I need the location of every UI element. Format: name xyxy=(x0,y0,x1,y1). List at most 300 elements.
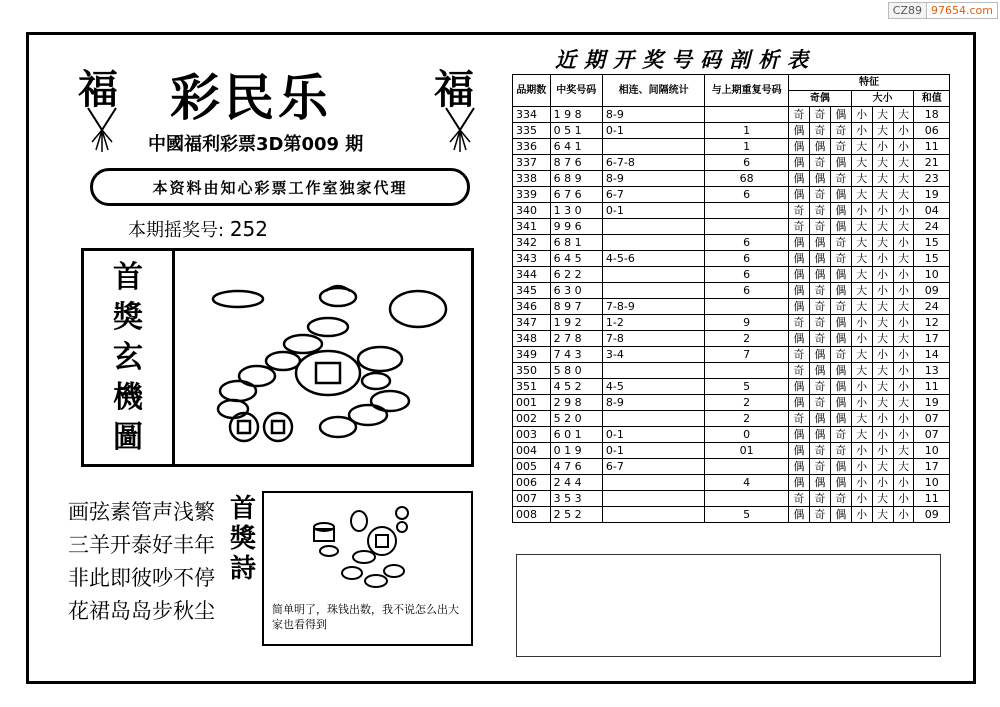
feature-cell: 大 xyxy=(893,443,914,459)
feature-cell: 小 xyxy=(851,379,872,395)
agent-text: 本资料由知心彩票工作室独家代理 xyxy=(152,178,408,197)
feature-cell: 偶 xyxy=(830,395,851,411)
table-row xyxy=(513,443,950,459)
feature-cell: 奇 xyxy=(830,251,851,267)
feature-cell: 大 xyxy=(893,219,914,235)
consecutive-cell: 7-8-9 xyxy=(602,299,704,315)
feature-cell: 偶 xyxy=(788,507,809,523)
feature-cell: 奇 xyxy=(830,443,851,459)
feature-cell: 大 xyxy=(893,331,914,347)
feature-cell: 大 xyxy=(893,171,914,187)
period-cell: 348 xyxy=(513,331,551,347)
bead-shape xyxy=(397,522,407,532)
table-row xyxy=(513,459,950,475)
table-row xyxy=(513,139,950,155)
table-row xyxy=(513,395,950,411)
feature-cell: 大 xyxy=(851,139,872,155)
bead-shape xyxy=(308,318,348,336)
feature-cell: 偶 xyxy=(788,187,809,203)
watermark-code: CZ89 xyxy=(892,4,923,17)
feature-cell: 小 xyxy=(851,507,872,523)
feature-cell: 小 xyxy=(872,443,893,459)
feature-cell: 小 xyxy=(893,427,914,443)
winning-number-cell: 1 9 2 xyxy=(550,315,602,331)
winning-number-cell: 2 4 4 xyxy=(550,475,602,491)
feature-cell: 偶 xyxy=(788,475,809,491)
feature-cell: 偶 xyxy=(809,251,830,267)
sum-cell: 19 xyxy=(914,395,950,411)
winning-number-cell: 5 2 0 xyxy=(550,411,602,427)
sum-cell: 24 xyxy=(914,219,950,235)
fu-left-char: 福 xyxy=(78,66,118,113)
feature-cell: 大 xyxy=(872,155,893,171)
agent-banner xyxy=(90,168,470,206)
feature-cell: 偶 xyxy=(788,459,809,475)
clue-picture-panel xyxy=(81,248,474,467)
period-cell: 006 xyxy=(513,475,551,491)
sum-cell: 18 xyxy=(914,107,950,123)
feature-cell: 小 xyxy=(893,315,914,331)
consecutive-cell xyxy=(602,363,704,379)
feature-cell: 奇 xyxy=(788,347,809,363)
clue-label xyxy=(84,251,175,464)
feature-cell: 小 xyxy=(851,475,872,491)
consecutive-cell xyxy=(602,507,704,523)
poem-picture-panel xyxy=(262,491,473,646)
winning-number-cell: 6 4 1 xyxy=(550,139,602,155)
bead-shape xyxy=(351,511,367,531)
bead-shape xyxy=(384,565,404,577)
feature-cell: 奇 xyxy=(809,187,830,203)
feature-cell: 小 xyxy=(893,491,914,507)
feature-cell: 奇 xyxy=(788,363,809,379)
feature-cell: 偶 xyxy=(830,363,851,379)
table-row xyxy=(513,491,950,507)
feature-cell: 大 xyxy=(893,155,914,171)
feature-cell: 小 xyxy=(851,123,872,139)
repeat-cell: 6 xyxy=(705,251,789,267)
feature-cell: 偶 xyxy=(830,411,851,427)
consecutive-cell xyxy=(602,267,704,283)
poem-title xyxy=(230,494,256,584)
feature-cell: 奇 xyxy=(809,443,830,459)
feature-cell: 偶 xyxy=(788,283,809,299)
table-row xyxy=(513,347,950,363)
winning-number-cell: 6 7 6 xyxy=(550,187,602,203)
feature-cell: 大 xyxy=(851,427,872,443)
bead-shape xyxy=(320,417,356,437)
feature-cell: 小 xyxy=(872,203,893,219)
feature-cell: 大 xyxy=(872,331,893,347)
repeat-cell: 5 xyxy=(705,507,789,523)
sum-cell: 07 xyxy=(914,411,950,427)
feature-cell: 大 xyxy=(872,235,893,251)
sum-cell: 21 xyxy=(914,155,950,171)
draw-label: 本期摇奖号: xyxy=(128,220,225,241)
feature-cell: 奇 xyxy=(809,123,830,139)
sum-cell: 11 xyxy=(914,491,950,507)
table-row xyxy=(513,171,950,187)
period-cell: 342 xyxy=(513,235,551,251)
feature-cell: 偶 xyxy=(830,379,851,395)
feature-cell: 小 xyxy=(893,139,914,155)
feature-cell: 奇 xyxy=(788,219,809,235)
feature-cell: 偶 xyxy=(809,475,830,491)
poem-line: 画弦素管声浅繁 xyxy=(68,500,215,524)
draw-stats-table xyxy=(512,74,950,523)
winning-number-cell: 8 7 6 xyxy=(550,155,602,171)
repeat-cell: 2 xyxy=(705,395,789,411)
feature-cell: 偶 xyxy=(788,379,809,395)
repeat-cell: 6 xyxy=(705,235,789,251)
col-header-sum: 和值 xyxy=(914,91,950,107)
period-cell: 003 xyxy=(513,427,551,443)
consecutive-cell: 3-4 xyxy=(602,347,704,363)
feature-cell: 偶 xyxy=(809,171,830,187)
table-row xyxy=(513,315,950,331)
feature-cell: 奇 xyxy=(830,491,851,507)
feature-cell: 偶 xyxy=(788,123,809,139)
feature-cell: 小 xyxy=(872,139,893,155)
repeat-cell: 4 xyxy=(705,475,789,491)
feature-cell: 偶 xyxy=(788,427,809,443)
winning-number-cell: 8 9 7 xyxy=(550,299,602,315)
feature-cell: 偶 xyxy=(788,235,809,251)
feature-cell: 大 xyxy=(893,459,914,475)
table-row xyxy=(513,411,950,427)
feature-cell: 大 xyxy=(851,235,872,251)
draw-number: 252 xyxy=(229,217,268,241)
feature-cell: 奇 xyxy=(809,459,830,475)
feature-cell: 奇 xyxy=(809,219,830,235)
feature-cell: 小 xyxy=(893,267,914,283)
period-cell: 344 xyxy=(513,267,551,283)
poem-title-char: 詩 xyxy=(230,554,257,584)
feature-cell: 小 xyxy=(893,203,914,219)
feature-cell: 偶 xyxy=(788,395,809,411)
consecutive-cell: 0-1 xyxy=(602,123,704,139)
feature-cell: 奇 xyxy=(809,107,830,123)
sum-cell: 09 xyxy=(914,283,950,299)
feature-cell: 偶 xyxy=(830,283,851,299)
feature-cell: 大 xyxy=(872,107,893,123)
repeat-cell xyxy=(705,107,789,123)
feature-cell: 大 xyxy=(872,459,893,475)
feature-cell: 奇 xyxy=(830,123,851,139)
bead-shape xyxy=(320,546,338,556)
consecutive-cell xyxy=(602,139,704,155)
winning-number-cell: 7 4 3 xyxy=(550,347,602,363)
table-row xyxy=(513,219,950,235)
winning-number-cell: 6 0 1 xyxy=(550,427,602,443)
feature-cell: 小 xyxy=(851,203,872,219)
bead-shape xyxy=(239,366,275,386)
sum-cell: 07 xyxy=(914,427,950,443)
bead-shape xyxy=(365,575,387,587)
period-cell: 337 xyxy=(513,155,551,171)
period-cell: 351 xyxy=(513,379,551,395)
feature-cell: 偶 xyxy=(809,139,830,155)
consecutive-cell: 0-1 xyxy=(602,203,704,219)
feature-cell: 大 xyxy=(851,171,872,187)
feature-cell: 奇 xyxy=(809,315,830,331)
repeat-cell xyxy=(705,219,789,235)
coin-shape xyxy=(296,351,360,395)
period-cell: 008 xyxy=(513,507,551,523)
feature-cell: 奇 xyxy=(830,427,851,443)
table-row xyxy=(513,427,950,443)
sum-cell: 17 xyxy=(914,459,950,475)
feature-cell: 小 xyxy=(872,251,893,267)
feature-cell: 大 xyxy=(872,507,893,523)
consecutive-cell: 8-9 xyxy=(602,171,704,187)
table-row xyxy=(513,251,950,267)
feature-cell: 偶 xyxy=(809,411,830,427)
feature-cell: 大 xyxy=(872,379,893,395)
feature-cell: 大 xyxy=(893,187,914,203)
feature-cell: 小 xyxy=(872,427,893,443)
feature-cell: 大 xyxy=(872,219,893,235)
feature-cell: 奇 xyxy=(809,379,830,395)
feature-cell: 小 xyxy=(851,107,872,123)
clue-label-char: 機 xyxy=(113,379,143,415)
stats-table-title: 近期开奖号码剖析表 xyxy=(555,48,816,72)
feature-cell: 奇 xyxy=(788,491,809,507)
feature-cell: 偶 xyxy=(788,139,809,155)
clue-drawing xyxy=(178,251,468,464)
clue-label-char: 圖 xyxy=(113,419,143,455)
feature-cell: 奇 xyxy=(830,139,851,155)
repeat-cell: 0 xyxy=(705,427,789,443)
winning-number-cell: 6 3 0 xyxy=(550,283,602,299)
consecutive-cell: 7-8 xyxy=(602,331,704,347)
poem-line: 非此即彼吵不停 xyxy=(68,566,215,590)
consecutive-cell: 6-7 xyxy=(602,459,704,475)
feature-cell: 小 xyxy=(893,123,914,139)
repeat-cell: 5 xyxy=(705,379,789,395)
feature-cell: 小 xyxy=(851,395,872,411)
feature-cell: 奇 xyxy=(788,203,809,219)
col-header-period: 品期数 xyxy=(513,75,551,107)
feature-cell: 奇 xyxy=(809,299,830,315)
table-row xyxy=(513,363,950,379)
coin-shape xyxy=(264,413,292,441)
consecutive-cell: 6-7 xyxy=(602,187,704,203)
table-row xyxy=(513,299,950,315)
feature-cell: 小 xyxy=(851,315,872,331)
repeat-cell: 6 xyxy=(705,283,789,299)
coin-square-hole xyxy=(272,421,284,433)
period-cell: 343 xyxy=(513,251,551,267)
feature-cell: 大 xyxy=(851,187,872,203)
feature-cell: 大 xyxy=(851,363,872,379)
bead-shape xyxy=(396,507,408,519)
repeat-cell: 01 xyxy=(705,443,789,459)
consecutive-cell xyxy=(602,491,704,507)
period-cell: 001 xyxy=(513,395,551,411)
consecutive-cell xyxy=(602,219,704,235)
period-cell: 340 xyxy=(513,203,551,219)
consecutive-cell: 0-1 xyxy=(602,427,704,443)
clue-label-char: 首 xyxy=(113,259,143,295)
winning-number-cell: 6 8 9 xyxy=(550,171,602,187)
feature-cell: 偶 xyxy=(830,267,851,283)
feature-cell: 小 xyxy=(893,283,914,299)
feature-cell: 偶 xyxy=(830,187,851,203)
consecutive-cell xyxy=(602,283,704,299)
feature-cell: 小 xyxy=(872,347,893,363)
coin-shape xyxy=(368,527,396,555)
feature-cell: 小 xyxy=(872,475,893,491)
feature-cell: 大 xyxy=(893,299,914,315)
feature-cell: 偶 xyxy=(788,443,809,459)
sum-cell: 10 xyxy=(914,267,950,283)
consecutive-cell: 6-7-8 xyxy=(602,155,704,171)
feature-cell: 偶 xyxy=(809,363,830,379)
feature-cell: 大 xyxy=(893,107,914,123)
winning-number-cell: 0 1 9 xyxy=(550,443,602,459)
period-cell: 004 xyxy=(513,443,551,459)
sum-cell: 06 xyxy=(914,123,950,139)
winning-number-cell: 2 5 2 xyxy=(550,507,602,523)
table-row xyxy=(513,235,950,251)
sum-cell: 24 xyxy=(914,299,950,315)
col-header-bigsmall: 大小 xyxy=(851,91,914,107)
repeat-cell: 6 xyxy=(705,187,789,203)
sum-cell: 11 xyxy=(914,379,950,395)
coin-square-hole xyxy=(238,421,250,433)
feature-cell: 偶 xyxy=(830,315,851,331)
repeat-cell: 7 xyxy=(705,347,789,363)
table-row xyxy=(513,123,950,139)
feature-cell: 小 xyxy=(872,283,893,299)
feature-cell: 大 xyxy=(851,411,872,427)
period-cell: 336 xyxy=(513,139,551,155)
winning-number-cell: 2 7 8 xyxy=(550,331,602,347)
feature-cell: 偶 xyxy=(830,459,851,475)
repeat-cell xyxy=(705,491,789,507)
feature-cell: 小 xyxy=(893,411,914,427)
notes-blank-box xyxy=(516,554,941,657)
feature-cell: 大 xyxy=(851,219,872,235)
feature-cell: 偶 xyxy=(788,171,809,187)
table-row xyxy=(513,187,950,203)
bead-shape xyxy=(358,347,402,371)
feature-cell: 奇 xyxy=(830,171,851,187)
watermark-site: 97654.com xyxy=(926,3,997,18)
feature-cell: 大 xyxy=(872,299,893,315)
coin-square-hole xyxy=(376,535,388,547)
consecutive-cell: 1-2 xyxy=(602,315,704,331)
winning-number-cell: 1 3 0 xyxy=(550,203,602,219)
site-watermark xyxy=(888,2,998,19)
feature-cell: 小 xyxy=(893,475,914,491)
feature-cell: 偶 xyxy=(809,427,830,443)
winning-number-cell: 6 2 2 xyxy=(550,267,602,283)
col-header-oddeven: 奇偶 xyxy=(788,91,851,107)
repeat-cell: 1 xyxy=(705,139,789,155)
winning-number-cell: 3 5 3 xyxy=(550,491,602,507)
feature-cell: 小 xyxy=(851,331,872,347)
feature-cell: 偶 xyxy=(809,235,830,251)
feature-cell: 小 xyxy=(893,363,914,379)
poem-caption: 简单明了，珠钱出数，我不说怎么出大家也看得到 xyxy=(272,603,459,631)
feature-cell: 奇 xyxy=(788,107,809,123)
feature-cell: 大 xyxy=(872,315,893,331)
feature-cell: 小 xyxy=(893,507,914,523)
feature-cell: 大 xyxy=(851,251,872,267)
bead-shape xyxy=(353,551,375,563)
period-cell: 346 xyxy=(513,299,551,315)
repeat-cell: 68 xyxy=(705,171,789,187)
consecutive-cell: 8-9 xyxy=(602,107,704,123)
poem-line: 三羊开泰好丰年 xyxy=(68,533,215,557)
feature-cell: 偶 xyxy=(788,267,809,283)
repeat-cell: 6 xyxy=(705,267,789,283)
feature-cell: 小 xyxy=(893,347,914,363)
feature-cell: 大 xyxy=(851,267,872,283)
repeat-cell: 6 xyxy=(705,155,789,171)
bead-shape xyxy=(220,381,256,401)
consecutive-cell xyxy=(602,475,704,491)
period-cell: 339 xyxy=(513,187,551,203)
table-row xyxy=(513,267,950,283)
feature-cell: 大 xyxy=(851,299,872,315)
feature-cell: 奇 xyxy=(809,491,830,507)
feature-cell: 奇 xyxy=(830,299,851,315)
repeat-cell xyxy=(705,459,789,475)
feature-cell: 偶 xyxy=(830,475,851,491)
feature-cell: 奇 xyxy=(830,347,851,363)
period-cell: 005 xyxy=(513,459,551,475)
winning-number-cell: 4 5 2 xyxy=(550,379,602,395)
table-row xyxy=(513,331,950,347)
fu-right-char: 福 xyxy=(434,66,474,113)
sum-cell: 09 xyxy=(914,507,950,523)
col-header-consec: 相连、间隔统计 xyxy=(602,75,704,107)
bead-shape xyxy=(218,400,248,418)
col-header-number: 中奖号码 xyxy=(550,75,602,107)
bead-shape xyxy=(362,373,390,389)
consecutive-cell: 0-1 xyxy=(602,443,704,459)
period-cell: 350 xyxy=(513,363,551,379)
repeat-cell xyxy=(705,299,789,315)
feature-cell: 大 xyxy=(851,155,872,171)
consecutive-cell: 8-9 xyxy=(602,395,704,411)
sum-cell: 10 xyxy=(914,475,950,491)
repeat-cell xyxy=(705,203,789,219)
bead-shape xyxy=(266,352,300,370)
table-row xyxy=(513,475,950,491)
winning-number-cell: 5 8 0 xyxy=(550,363,602,379)
feature-cell: 小 xyxy=(893,235,914,251)
winning-number-cell: 4 7 6 xyxy=(550,459,602,475)
sum-cell: 15 xyxy=(914,235,950,251)
feature-cell: 偶 xyxy=(830,107,851,123)
feature-cell: 偶 xyxy=(788,251,809,267)
ingot-shape xyxy=(320,288,356,306)
issue-subtitle: 中國福利彩票3D第009 期 xyxy=(148,134,364,155)
repeat-cell: 2 xyxy=(705,411,789,427)
consecutive-cell xyxy=(602,411,704,427)
repeat-cell: 1 xyxy=(705,123,789,139)
period-cell: 347 xyxy=(513,315,551,331)
feature-cell: 偶 xyxy=(830,219,851,235)
brand-title: 彩民乐 xyxy=(170,68,332,127)
feature-cell: 大 xyxy=(872,491,893,507)
feature-cell: 偶 xyxy=(830,331,851,347)
feature-cell: 大 xyxy=(851,283,872,299)
